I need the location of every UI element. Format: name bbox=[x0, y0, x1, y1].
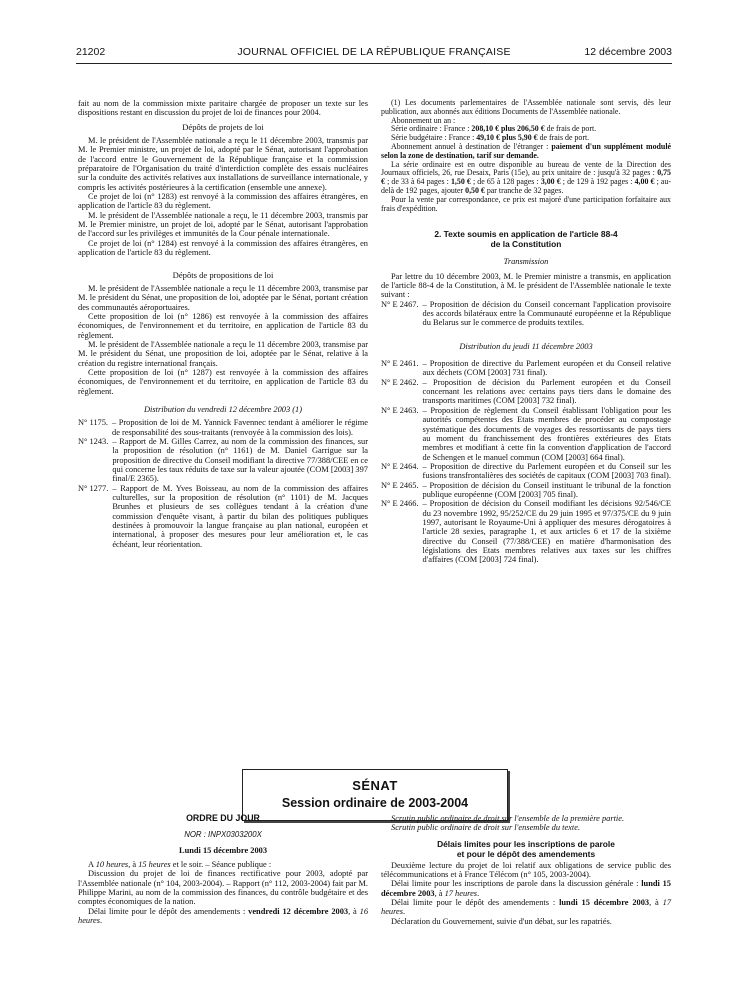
heading-distribution-jeudi: Distribution du jeudi 11 décembre 2003 bbox=[459, 341, 593, 351]
delai-amendements bbox=[381, 898, 671, 917]
page-number: 21202 bbox=[76, 46, 106, 58]
scrutin-premiere-partie: Scrutin public ordinaire de droit sur l'ensemble de la première partie. bbox=[391, 814, 625, 823]
entry-number: N° E 2465. bbox=[381, 480, 419, 490]
price: 0,75 € bbox=[381, 168, 671, 187]
text: paiement d'un supplément modulé selon la zone de destination, tarif sur demande. bbox=[381, 141, 672, 160]
text: ; de 33 à 64 pages : bbox=[384, 177, 451, 187]
heading-transmission: Transmission bbox=[503, 257, 549, 267]
time: 17 heures bbox=[444, 888, 478, 898]
text: A bbox=[88, 860, 96, 870]
entry-text: – Proposition de directive du Parlement européen et du Conseil sur les fusions transfrontalières des sociétés de capitaux (COM [2003] 703 final). bbox=[422, 461, 671, 481]
text: Série budgétaire : France : bbox=[391, 133, 477, 143]
price: 3,00 € bbox=[540, 177, 561, 187]
list-item bbox=[381, 462, 671, 481]
price: 1,50 € bbox=[450, 177, 471, 187]
text: , à bbox=[649, 898, 663, 908]
vente-bureau bbox=[381, 161, 671, 196]
day-heading: Lundi 15 décembre 2003 bbox=[178, 845, 268, 855]
date: lundi 15 décembre 2003 bbox=[559, 898, 650, 908]
text: par tranche de 32 pages. bbox=[484, 185, 564, 195]
paragraph: Ce projet de loi (n° 1284) est renvoyé à la commission des affaires étrangères, en application de l'article 83 du règlement. bbox=[78, 238, 368, 258]
price: 4,00 € bbox=[634, 177, 655, 187]
list-item bbox=[381, 481, 671, 500]
text: Délai limite pour le dépôt des amendements : bbox=[88, 906, 249, 916]
senat-session: Session ordinaire de 2003-2004 bbox=[281, 796, 469, 810]
journal-title: JOURNAL OFFICIEL DE LA RÉPUBLIQUE FRANÇAISE bbox=[237, 46, 511, 58]
price: 208,10 € plus 206,50 € bbox=[471, 124, 545, 134]
delais-heading bbox=[381, 839, 671, 859]
text: Délai limite pour le dépôt des amendements : bbox=[391, 898, 560, 908]
list-item bbox=[381, 406, 671, 462]
text: , à bbox=[434, 888, 445, 898]
entry-text: – Proposition de décision du Conseil modifiant les décisions 92/546/CE du 23 novembre 1992, 95/252/CE du 29 juin 1995 et 97/375/CE du 9 juin 1997, autorisant le Royaume-Uni à appliquer des mesures dérogatoires à l'article 28 sexies, paragraphe 1, et aux articles 6 et 17 de la sixième directive du Conseil (77/388/CEE) en matière d'harmonisation des législations des Etats membres relatives aux taxes sur les chiffres d'affaires (COM [2003] 724 final). bbox=[422, 499, 671, 565]
deuxieme-lecture: Deuxième lecture du projet de loi relatif aux obligations de service public des télécommunications et à France Télécom (n° 105, 2003-2004). bbox=[381, 860, 671, 880]
text: de frais de port. bbox=[537, 133, 590, 143]
ordre-du-jour-heading: ORDRE DU JOUR bbox=[186, 813, 260, 823]
right-column bbox=[381, 99, 671, 565]
list-item bbox=[381, 359, 671, 378]
entry-number: N° 1175. bbox=[78, 418, 109, 428]
text: Série ordinaire : France : bbox=[391, 124, 472, 134]
header-date: 12 décembre 2003 bbox=[584, 46, 672, 58]
paragraph: M. le président de l'Assemblée nationale a reçu le 11 décembre 2003, transmis par M. le Premier ministre, un projet de loi, adopté par le Sénat, autorisant l'approbation de l'accord entre le Gouvernement de la République française et la commission préparatoire de l'Organisation du traité d'interdiction complète des essais nucléaires sur la conduite des activités relatives aux installations de surveillance internationale, y compris les activités postérieures à la certification (ensemble une annexe). bbox=[78, 136, 368, 192]
text: ; de 65 à 128 pages : bbox=[470, 177, 541, 187]
declaration-gouvernement: Déclaration du Gouvernement, suivie d'un débat, sur les rapatriés. bbox=[391, 916, 612, 926]
text: Délai limite pour les inscriptions de parole dans la discussion générale : bbox=[391, 879, 642, 889]
date: lundi 15 décembre 2003 bbox=[381, 879, 671, 898]
paragraph: M. le président de l'Assemblée nationale a reçu le 11 décembre 2003, transmise par M. le président du Sénat, une proposition de loi, adoptée par le Sénat, relative à la création du registre international français. bbox=[78, 339, 368, 368]
time: 17 heures bbox=[381, 898, 672, 917]
text: Abonnement annuel à destination de l'étranger : bbox=[391, 141, 552, 151]
discussion-paragraph: Discussion du projet de loi de finances rectificative pour 2003, adopté par l'Assemblée nationale (n° 104, 2003-2004). – Rapport (n° 112, 2003-2004) fait par M. Philippe Marini, au nom de la commission des finances, du contrôle budgétaire et des comptes économiques de la nation. bbox=[78, 869, 368, 907]
heading-depots-propositions: Dépôts de propositions de loi bbox=[172, 269, 274, 280]
nor-reference: NOR : INPX0303200X bbox=[184, 830, 262, 840]
heading-distribution-vendredi: Distribution du vendredi 12 décembre 2003 (1) bbox=[143, 404, 302, 414]
bottom-left-column bbox=[78, 814, 368, 925]
entry-number: N° E 2466. bbox=[381, 499, 419, 509]
paragraph: Cette proposition de loi (n° 1287) est renvoyée à la commission des affaires économiques, de l'environnement et du territoire, en application de l'article 83 du règlement. bbox=[78, 367, 368, 396]
delai-parole bbox=[381, 879, 671, 898]
entry-number: N° E 2463. bbox=[381, 405, 419, 415]
entry-number: N° E 2464. bbox=[381, 461, 419, 471]
entry-number: N° E 2461. bbox=[381, 359, 419, 369]
text: . bbox=[477, 888, 480, 898]
header-rule bbox=[76, 63, 672, 64]
paragraph: M. le président de l'Assemblée nationale a reçu, le 11 décembre 2003, transmis par M. le Premier ministre, un projet de loi, adopté par le Sénat, autorisant l'approbation de l'accord sur les privilèges et immunités de la Cour pénale internationale. bbox=[78, 210, 368, 239]
text: La série ordinaire est en outre disponible au bureau de vente de la Direction des Journaux officiels, 26, rue Desaix, Paris (15e), au prix unitaire de : jusqu'à 32 pages : bbox=[381, 159, 671, 178]
text: de frais de port. bbox=[544, 124, 597, 134]
entry-text: – Proposition de décision du Parlement européen et du Conseil concernant les relations avec certains pays tiers dans le domaine des transports maritimes (COM [2003] 732 final). bbox=[422, 377, 671, 406]
price: 49,10 € plus 5,90 € bbox=[476, 133, 538, 143]
entry-number: N° 1277. bbox=[78, 483, 109, 493]
text: . bbox=[403, 907, 406, 917]
entry-number: N° E 2467. bbox=[381, 299, 419, 309]
abonnement-label: Abonnement un an : bbox=[391, 115, 456, 125]
entry-text: – Proposition de directive du Parlement européen et du Conseil relative aux déchets (COM [2003] 731 final). bbox=[422, 359, 671, 378]
left-column bbox=[78, 99, 368, 549]
section-heading-line: 2. Texte soumis en application de l'article 88-4 bbox=[434, 229, 618, 240]
senat-title: SÉNAT bbox=[352, 778, 398, 793]
delai-amendements bbox=[78, 907, 368, 926]
vente-correspondance: Pour la vente par correspondance, ce prix est majoré d'une participation forfaitaire aux frais d'expédition. bbox=[381, 194, 671, 213]
text: , à bbox=[348, 906, 360, 916]
text: , à bbox=[128, 860, 139, 870]
list-item bbox=[381, 300, 671, 328]
heading-depots-projets: Dépôts de projets de loi bbox=[182, 121, 264, 132]
paragraph: Cette proposition de loi (n° 1286) est renvoyée à la commission des affaires économiques, de l'environnement et du territoire, en application de l'article 83 du règlement. bbox=[78, 311, 368, 340]
entry-number: N° 1243. bbox=[78, 437, 109, 446]
entry-text: – Rapport de M. Yves Boisseau, au nom de la commission des affaires culturelles, sur la proposition de résolution (n° 1101) de M. Jacques Brunhes et plusieurs de ses collègues tendant à la création d'une commission d'enquête visant, à partir du bilan des politiques publiques destinées à promouvoir la langue française au plan national, européen et international, à proposer des mesures pour leur amélioration et, le cas échéant, leur réorientation. bbox=[112, 483, 368, 549]
footnote-abonnes: (1) Les documents parlementaires de l'Assemblée nationale sont servis, dès leur publication, aux abonnés aux éditions Documents de l'Assemblée nationale. bbox=[381, 98, 671, 116]
entry-number: N° E 2462. bbox=[381, 377, 419, 387]
entry-text: – Proposition de décision du Conseil concernant l'application provisoire des accords bilatéraux entre la Communauté européenne et la République du Belarus sur le commerce de produits textiles. bbox=[422, 299, 671, 328]
section-heading-line: de la Constitution bbox=[490, 239, 562, 250]
text: . bbox=[100, 916, 103, 926]
list-item bbox=[381, 499, 671, 564]
entry-text: – Rapport de M. Gilles Carrez, au nom de la commission des finances, sur la proposition de résolution (n° 1161) de M. Daniel Garrigue sur la proposition de directive du Conseil modifiant la directive 77/388/CEE en ce qui concerne les taux réduits de taxe sur la valeur ajoutée (COM [2003] 397 final/E 2365). bbox=[112, 437, 368, 484]
time: 15 heures bbox=[138, 860, 171, 870]
scrutin-ensemble: Scrutin public ordinaire de droit sur l'ensemble du texte. bbox=[391, 823, 581, 833]
date: vendredi 12 décembre 2003 bbox=[248, 906, 349, 916]
section-heading-88-4 bbox=[381, 229, 671, 249]
paragraph: M. le président de l'Assemblée nationale a reçu le 11 décembre 2003, transmise par M. le président du Sénat, une proposition de loi, adoptée par le Sénat, portant création des communautés aéroportuaires. bbox=[78, 283, 368, 312]
list-item bbox=[78, 418, 368, 437]
abonnement-etranger bbox=[381, 143, 671, 161]
time: 10 heures bbox=[95, 860, 129, 870]
time: 16 heures bbox=[78, 906, 368, 926]
text: ; de 129 à 192 pages : bbox=[560, 177, 635, 187]
heading-line: et pour le dépôt des amendements bbox=[456, 848, 596, 859]
intro-paragraph: fait au nom de la commission mixte paritaire chargée de proposer un texte sur les dispositions restant en discussion du projet de loi de finances pour 2004. bbox=[78, 99, 368, 118]
paragraph: Ce projet de loi (n° 1283) est renvoyé à la commission des affaires étrangères, en application de l'article 83 du règlement. bbox=[78, 192, 368, 211]
list-item bbox=[78, 484, 368, 549]
page-header bbox=[76, 46, 672, 62]
text: et le soir. – Séance publique : bbox=[170, 860, 272, 870]
bottom-right-column bbox=[381, 814, 671, 926]
seance-time bbox=[78, 860, 368, 869]
paragraph-transmission: Par lettre du 10 décembre 2003, M. le Premier ministre a transmis, en application de l'article 88-4 de la Constitution, à M. le président de l'Assemblée nationale le texte suivant : bbox=[381, 271, 671, 300]
list-item bbox=[78, 437, 368, 484]
entry-text: – Proposition de règlement du Conseil établissant l'obligation pour les autorités compétentes des Etats membres de procéder au compostage systématique des documents de voyages des ressortissants de pays tiers au moment du franchissement des frontières extérieures des Etats membres et modifiant à cette fin la convention d'application de l'accord de Schengen et le manuel commun (COM [2003] 664 final). bbox=[422, 405, 671, 462]
list-item bbox=[381, 378, 671, 406]
entry-text: – Proposition de loi de M. Yannick Favennec tendant à améliorer le régime de responsabilité des sous-traitants (renvoyée à la commission des lois). bbox=[112, 418, 368, 437]
entry-text: – Proposition de décision du Conseil instituant le tribunal de la fonction publique européenne (COM [2003] 705 final). bbox=[422, 480, 671, 499]
price: 0,50 € bbox=[465, 185, 485, 195]
text: ; au-delà de 192 pages, ajouter bbox=[381, 177, 671, 195]
heading-line: Délais limites pour les inscriptions de parole bbox=[437, 838, 615, 849]
